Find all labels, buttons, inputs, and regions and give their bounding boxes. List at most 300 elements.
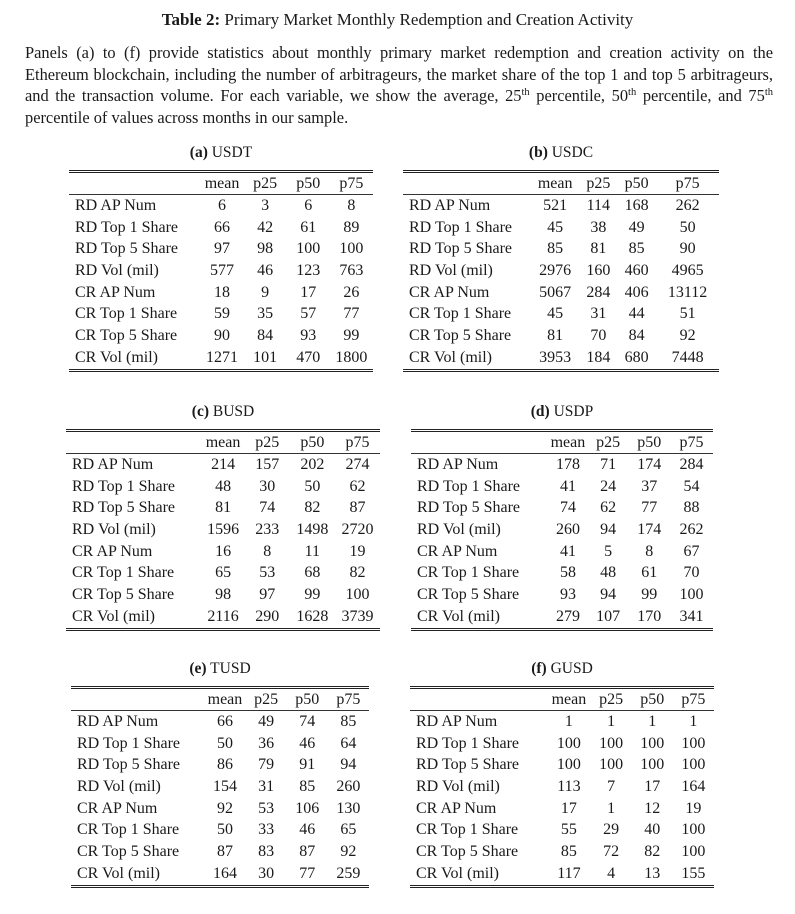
table-cell: 85: [299, 777, 316, 795]
table-cell: 117: [557, 864, 581, 882]
table-cell: 100: [339, 240, 364, 258]
table-cell: 2720: [341, 520, 374, 538]
table-row: [403, 238, 719, 260]
table-cell: 74: [259, 499, 276, 517]
table-cell: 41: [559, 542, 576, 560]
table-row: [69, 282, 373, 304]
table-cell: 45: [547, 305, 564, 323]
table-cell: 178: [555, 455, 580, 473]
table-row: [410, 819, 714, 841]
table-row: [71, 754, 369, 776]
table-row: [69, 195, 373, 217]
table-cell: 107: [596, 607, 621, 625]
table-cell: 24: [600, 477, 617, 495]
table-cell: 9: [261, 283, 270, 301]
table-cell: 4965: [671, 261, 704, 279]
table-cell: 84: [628, 326, 645, 344]
table-cell: 31: [258, 777, 275, 795]
table-cell: 57: [300, 305, 317, 323]
table-cell: 160: [586, 261, 611, 279]
table-row: [411, 584, 713, 606]
table-cell: 44: [628, 305, 645, 323]
table-cell: 30: [258, 864, 275, 882]
row-label: RD Vol (mil): [72, 520, 156, 538]
table-cell: 54: [683, 477, 700, 495]
table-cell: 74: [299, 712, 316, 730]
table-caption-label: Table 2:: [161, 10, 221, 29]
table-cell: 100: [640, 756, 665, 774]
table-cell: 274: [345, 455, 370, 473]
table-row: [403, 347, 719, 369]
table-cell: 6: [304, 196, 313, 214]
table-cell: 61: [300, 218, 317, 236]
column-header: p50: [624, 175, 649, 192]
table-cell: 8: [645, 542, 654, 560]
table-cell: 64: [340, 734, 357, 752]
data-table: [403, 170, 719, 372]
row-label: RD Vol (mil): [416, 777, 500, 795]
row-label: RD Top 1 Share: [416, 734, 520, 752]
table-cell: 3739: [341, 607, 374, 625]
table-row: [71, 776, 369, 798]
row-label: CR Top 5 Share: [417, 585, 520, 603]
table-row: [410, 798, 714, 820]
table-cell: 114: [586, 196, 611, 214]
table-cell: 86: [216, 756, 233, 774]
table-cell: 17: [560, 799, 577, 817]
row-label: CR Top 1 Share: [72, 564, 175, 582]
table-cell: 184: [586, 348, 611, 366]
row-label: CR Top 5 Share: [72, 585, 175, 603]
row-label: RD Top 1 Share: [75, 218, 179, 236]
table-cell: 77: [343, 305, 360, 323]
table-cell: 66: [214, 218, 231, 236]
table-cell: 5: [604, 542, 613, 560]
panel-name: USDC: [551, 144, 594, 161]
table-cell: 5067: [539, 283, 572, 301]
row-label: RD AP Num: [72, 455, 154, 473]
table-row: [411, 454, 713, 476]
table-cell: 11: [304, 542, 321, 560]
table-row: [71, 819, 369, 841]
table-cell: 92: [340, 842, 357, 860]
table-cell: 68: [304, 564, 321, 582]
table-cell: 94: [340, 756, 357, 774]
table-cell: 100: [681, 842, 706, 860]
table-cell: 70: [683, 564, 700, 582]
table-cell: 155: [681, 864, 706, 882]
table-cell: 48: [215, 477, 232, 495]
table-cell: 88: [683, 499, 700, 517]
table-cell: 37: [641, 477, 658, 495]
row-label: RD Top 1 Share: [72, 477, 176, 495]
table-header-row: [66, 432, 380, 454]
panel-name: USDP: [553, 403, 594, 420]
table-cell: 81: [547, 326, 564, 344]
table-row: [410, 754, 714, 776]
table-row: [411, 562, 713, 584]
table-row: [66, 541, 380, 563]
table-cell: 81: [590, 240, 607, 258]
header-corner: [403, 193, 531, 194]
table-cell: 100: [296, 240, 321, 258]
table-cell: 74: [559, 499, 576, 517]
row-label: RD Top 1 Share: [409, 218, 513, 236]
table-cell: 85: [547, 240, 564, 258]
table-cell: 174: [637, 455, 662, 473]
table-row: [66, 476, 380, 498]
table-cell: 106: [295, 799, 320, 817]
table-cell: 3: [261, 196, 270, 214]
table-cell: 79: [258, 756, 275, 774]
panel-usdc: [403, 144, 719, 380]
panel-title: [411, 403, 713, 421]
column-header: p25: [254, 691, 279, 708]
table-cell: 62: [349, 477, 366, 495]
column-header: p75: [336, 691, 361, 708]
panel-title: [403, 144, 719, 162]
row-label: RD Top 5 Share: [417, 499, 521, 517]
table-cell: 99: [641, 585, 658, 603]
ordinal-suffix: th: [764, 87, 773, 99]
table-cell: 89: [343, 218, 360, 236]
table-cell: 50: [216, 734, 233, 752]
row-label: CR Top 1 Share: [417, 564, 520, 582]
table-cell: 279: [555, 607, 580, 625]
row-label: CR Vol (mil): [416, 864, 499, 882]
table-cell: 19: [349, 542, 366, 560]
table-cell: 2116: [207, 607, 239, 625]
table-cell: 83: [258, 842, 275, 860]
row-label: RD Top 5 Share: [77, 756, 181, 774]
table-cell: 71: [600, 455, 617, 473]
table-cell: 90: [679, 240, 696, 258]
table-cell: 94: [600, 585, 617, 603]
row-label: CR Top 1 Share: [409, 305, 512, 323]
table-cell: 101: [253, 348, 278, 366]
panel-title: [410, 660, 714, 678]
table-cell: 100: [599, 756, 624, 774]
table-cell: 13: [644, 864, 661, 882]
table-row: [71, 863, 369, 885]
table-row: [69, 217, 373, 239]
table-cell: 100: [599, 734, 624, 752]
row-label: RD Vol (mil): [417, 520, 501, 538]
column-header: mean: [537, 175, 573, 192]
table-cell: 46: [257, 261, 274, 279]
table-row: [69, 347, 373, 369]
table-cell: 17: [644, 777, 661, 795]
table-caption-title: Primary Market Monthly Redemption and Creation Activity: [224, 10, 634, 29]
panel-label: (d): [530, 403, 550, 420]
table-cell: 1: [648, 712, 657, 730]
table-row: [69, 303, 373, 325]
table-cell: 66: [216, 712, 233, 730]
table-cell: 168: [624, 196, 649, 214]
table-cell: 341: [679, 607, 704, 625]
table-row: [403, 303, 719, 325]
table-cell: 154: [212, 777, 237, 795]
table-cell: 202: [300, 455, 325, 473]
table-cell: 577: [210, 261, 235, 279]
table-row: [410, 776, 714, 798]
table-row: [411, 541, 713, 563]
table-cell: 58: [559, 564, 576, 582]
table-cell: 16: [215, 542, 232, 560]
column-header: p50: [300, 434, 325, 451]
table-cell: 85: [628, 240, 645, 258]
table-cell: 262: [675, 196, 700, 214]
table-cell: 1: [564, 712, 573, 730]
table-cell: 406: [624, 283, 649, 301]
row-label: RD Vol (mil): [75, 261, 159, 279]
data-table: [410, 686, 714, 888]
row-label: CR Top 5 Share: [75, 326, 178, 344]
table-cell: 51: [679, 305, 696, 323]
row-label: CR Vol (mil): [77, 864, 160, 882]
table-row: [410, 863, 714, 885]
table-cell: 46: [299, 734, 316, 752]
table-row: [71, 841, 369, 863]
table-row: [69, 325, 373, 347]
table-cell: 97: [259, 585, 276, 603]
table-cell: 38: [590, 218, 607, 236]
table-cell: 98: [215, 585, 232, 603]
table-cell: 1596: [207, 520, 240, 538]
table-row: [411, 606, 713, 628]
table-cell: 123: [296, 261, 321, 279]
row-label: CR AP Num: [75, 283, 156, 301]
row-label: CR AP Num: [72, 542, 153, 560]
row-label: CR AP Num: [77, 799, 158, 817]
row-label: CR Top 5 Share: [416, 842, 519, 860]
row-label: RD Top 5 Share: [416, 756, 520, 774]
column-header: mean: [551, 691, 587, 708]
column-header: p25: [255, 434, 280, 451]
table-cell: 2976: [539, 261, 572, 279]
table-cell: 33: [258, 821, 275, 839]
description-text: percentile of values across months in our sample.: [25, 107, 349, 127]
table-cell: 260: [555, 520, 580, 538]
table-cell: 59: [214, 305, 231, 323]
panel-tusd: [71, 660, 369, 896]
row-label: CR Top 1 Share: [416, 821, 519, 839]
table-cell: 41: [559, 477, 576, 495]
table-cell: 7: [607, 777, 616, 795]
row-label: CR Top 1 Share: [75, 305, 178, 323]
table-cell: 170: [637, 607, 662, 625]
table-cell: 100: [681, 734, 706, 752]
table-cell: 87: [349, 499, 366, 517]
row-label: CR Top 1 Share: [77, 821, 180, 839]
table-row: [71, 798, 369, 820]
table-row: [66, 497, 380, 519]
panel-name: BUSD: [212, 403, 255, 420]
table-cell: 259: [336, 864, 361, 882]
table-cell: 87: [216, 842, 233, 860]
table-cell: 1628: [296, 607, 329, 625]
panel-label: (e): [189, 660, 207, 677]
table-cell: 3953: [539, 348, 572, 366]
table-cell: 82: [644, 842, 661, 860]
table-cell: 1: [689, 712, 698, 730]
row-label: CR Top 5 Share: [409, 326, 512, 344]
table-cell: 82: [304, 499, 321, 517]
panel-gusd: [410, 660, 714, 896]
column-header: p50: [637, 434, 662, 451]
description-text: percentile, and 75: [636, 86, 765, 106]
panel-usdt: [69, 144, 373, 380]
table-cell: 130: [336, 799, 361, 817]
column-header: mean: [205, 434, 241, 451]
table-cell: 82: [349, 564, 366, 582]
row-label: RD Vol (mil): [409, 261, 493, 279]
table-cell: 99: [304, 585, 321, 603]
ordinal-suffix: th: [521, 87, 530, 99]
table-cell: 45: [547, 218, 564, 236]
header-corner: [71, 709, 204, 710]
table-cell: 40: [644, 821, 661, 839]
table-row: [411, 497, 713, 519]
row-label: CR Top 5 Share: [77, 842, 180, 860]
table-cell: 94: [600, 520, 617, 538]
table-cell: 4: [607, 864, 616, 882]
panel-label: (a): [189, 144, 208, 161]
table-row: [403, 325, 719, 347]
table-cell: 49: [258, 712, 275, 730]
table-cell: 100: [556, 756, 581, 774]
panel-busd: [66, 403, 380, 639]
table-header-row: [71, 689, 369, 711]
table-cell: 1: [607, 799, 616, 817]
row-label: CR AP Num: [409, 283, 490, 301]
table-cell: 46: [299, 821, 316, 839]
row-label: RD Top 1 Share: [417, 477, 521, 495]
row-label: RD Top 5 Share: [75, 240, 179, 258]
table-cell: 1800: [335, 348, 368, 366]
table-cell: 77: [299, 864, 316, 882]
table-row: [403, 260, 719, 282]
table-cell: 113: [557, 777, 581, 795]
panel-label: (c): [191, 403, 209, 420]
table-cell: 85: [340, 712, 357, 730]
table-cell: 29: [603, 821, 620, 839]
table-cell: 164: [212, 864, 237, 882]
header-corner: [69, 193, 200, 194]
table-cell: 1498: [296, 520, 329, 538]
table-cell: 13112: [667, 283, 708, 301]
table-cell: 290: [255, 607, 280, 625]
table-cell: 262: [679, 520, 704, 538]
table-cell: 50: [679, 218, 696, 236]
row-label: CR AP Num: [417, 542, 498, 560]
row-label: RD AP Num: [75, 196, 157, 214]
table-cell: 100: [556, 734, 581, 752]
panel-name: GUSD: [550, 660, 593, 677]
table-cell: 6: [218, 196, 227, 214]
table-cell: 99: [343, 326, 360, 344]
table-row: [410, 733, 714, 755]
column-header: p75: [339, 175, 364, 192]
panel-usdp: [411, 403, 713, 639]
column-header: mean: [550, 434, 586, 451]
column-header: p75: [681, 691, 706, 708]
row-label: RD AP Num: [409, 196, 491, 214]
table-header-row: [403, 173, 719, 195]
table-cell: 157: [255, 455, 280, 473]
table-cell: 521: [543, 196, 568, 214]
table-row: [69, 260, 373, 282]
header-corner: [411, 452, 548, 453]
table-cell: 1: [607, 712, 616, 730]
table-cell: 30: [259, 477, 276, 495]
table-row: [69, 238, 373, 260]
column-header: p50: [296, 175, 321, 192]
table-row: [410, 841, 714, 863]
table-cell: 31: [590, 305, 607, 323]
table-row: [403, 282, 719, 304]
table-cell: 97: [214, 240, 231, 258]
table-cell: 81: [215, 499, 232, 517]
table-cell: 42: [257, 218, 274, 236]
column-header: p50: [295, 691, 320, 708]
row-label: CR Vol (mil): [75, 348, 158, 366]
table-cell: 174: [637, 520, 662, 538]
table-header-row: [411, 432, 713, 454]
table-cell: 62: [600, 499, 617, 517]
table-header-row: [410, 689, 714, 711]
table-row: [66, 519, 380, 541]
column-header: p75: [679, 434, 704, 451]
table-row: [403, 217, 719, 239]
table-cell: 65: [215, 564, 232, 582]
table-cell: 100: [679, 585, 704, 603]
column-header: p50: [640, 691, 665, 708]
row-label: CR Vol (mil): [417, 607, 500, 625]
table-description: [25, 42, 773, 128]
table-row: [66, 606, 380, 628]
table-row: [71, 711, 369, 733]
row-label: RD AP Num: [77, 712, 159, 730]
table-cell: 19: [685, 799, 702, 817]
table-row: [66, 584, 380, 606]
table-row: [411, 519, 713, 541]
description-text: percentile, 50: [529, 86, 629, 106]
table-cell: 8: [263, 542, 272, 560]
panel-title: [69, 144, 373, 162]
table-cell: 49: [628, 218, 645, 236]
table-cell: 1271: [206, 348, 239, 366]
row-label: CR Vol (mil): [72, 607, 155, 625]
table-cell: 470: [296, 348, 321, 366]
table-cell: 93: [559, 585, 576, 603]
table-cell: 100: [345, 585, 370, 603]
table-cell: 53: [259, 564, 276, 582]
table-row: [411, 476, 713, 498]
table-cell: 763: [339, 261, 364, 279]
table-cell: 17: [300, 283, 317, 301]
data-table: [411, 429, 713, 631]
table-cell: 7448: [671, 348, 704, 366]
column-header: p25: [586, 175, 611, 192]
row-label: CR Vol (mil): [409, 348, 492, 366]
data-table: [69, 170, 373, 372]
header-corner: [66, 452, 201, 453]
column-header: p25: [253, 175, 278, 192]
header-corner: [410, 709, 547, 710]
table-cell: 72: [603, 842, 620, 860]
table-cell: 48: [600, 564, 617, 582]
